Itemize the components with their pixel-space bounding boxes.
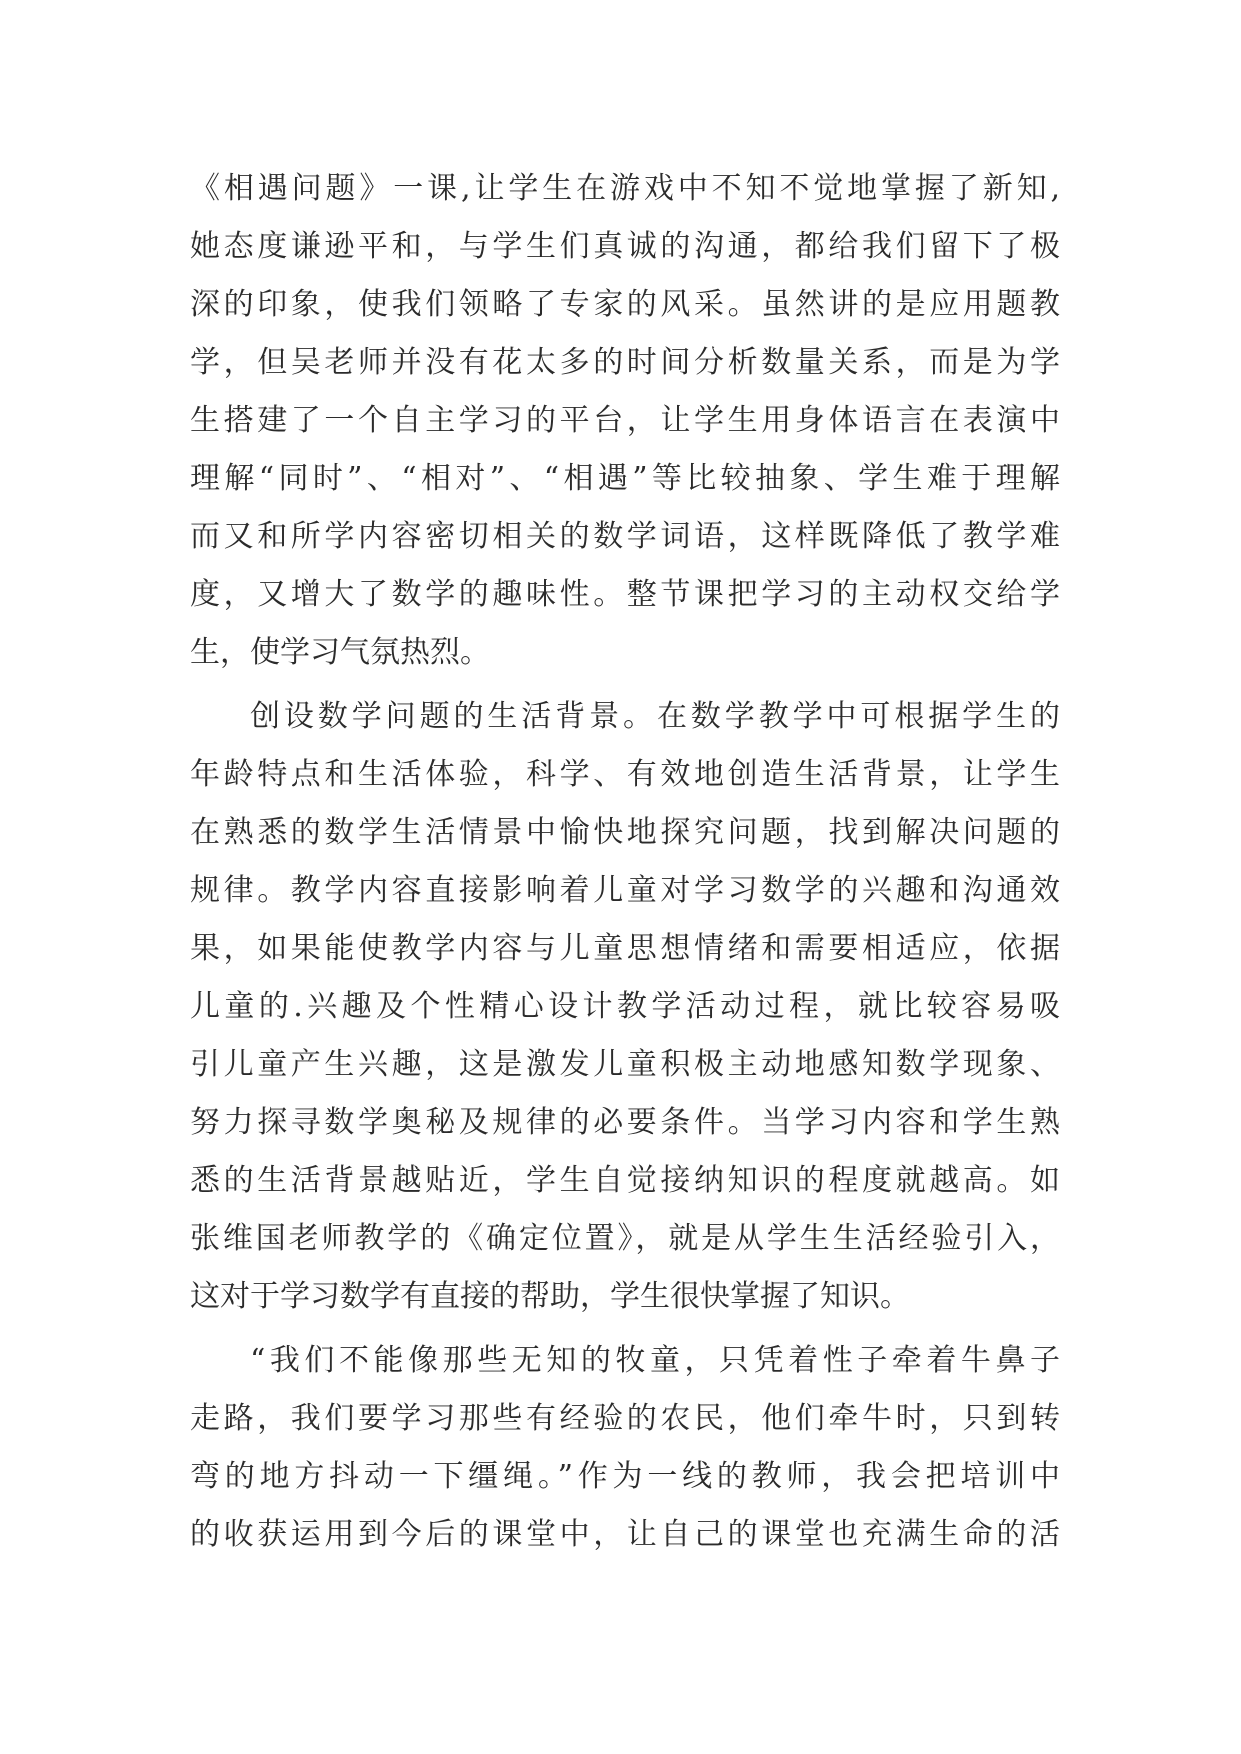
text-line: “我们不能像那些无知的牧童，只凭着性子牵着牛鼻子	[250, 1343, 1060, 1378]
text-line: 生，使学习气氛热烈。	[190, 635, 490, 670]
paragraph-3	[190, 1332, 1060, 1564]
text-line: 儿童的.兴趣及个性精心设计教学活动过程，就比较容易吸	[190, 989, 1060, 1024]
text-line: 她态度谦逊平和，与学生们真诚的沟通，都给我们留下了极	[190, 229, 1060, 264]
text-line: 弯的地方抖动一下缰绳。”作为一线的教师，我会把培训中	[190, 1459, 1060, 1494]
text-line: 引儿童产生兴趣，这是激发儿童积极主动地感知数学现象、	[190, 1047, 1060, 1082]
text-line: 年龄特点和生活体验，科学、有效地创造生活背景，让学生	[190, 757, 1060, 792]
text-line: 生搭建了一个自主学习的平台，让学生用身体语言在表演中	[190, 403, 1060, 438]
text-line: 悉的生活背景越贴近，学生自觉接纳知识的程度就越高。如	[190, 1163, 1060, 1198]
text-line: 努力探寻数学奥秘及规律的必要条件。当学习内容和学生熟	[190, 1105, 1060, 1140]
text-line: 走路，我们要学习那些有经验的农民，他们牵牛时，只到转	[190, 1401, 1060, 1436]
text-line: 《相遇问题》一课,让学生在游戏中不知不觉地掌握了新知,	[190, 171, 1060, 206]
paragraph-1	[190, 160, 1060, 682]
text-line: 这对于学习数学有直接的帮助，学生很快掌握了知识。	[190, 1279, 910, 1314]
body-text	[190, 160, 1060, 1564]
paragraph-2	[190, 688, 1060, 1326]
text-line: 深的印象，使我们领略了专家的风采。虽然讲的是应用题教	[190, 287, 1060, 322]
text-line: 理解“同时”、“相对”、“相遇”等比较抽象、学生难于理解	[190, 461, 1060, 496]
text-line: 而又和所学内容密切相关的数学词语，这样既降低了教学难	[190, 519, 1060, 554]
text-line: 在熟悉的数学生活情景中愉快地探究问题，找到解决问题的	[190, 815, 1060, 850]
text-line: 度，又增大了数学的趣味性。整节课把学习的主动权交给学	[190, 577, 1060, 612]
text-line: 果，如果能使教学内容与儿童思想情绪和需要相适应，依据	[190, 931, 1060, 966]
text-line: 张维国老师教学的《确定位置》，就是从学生生活经验引入，	[190, 1221, 1060, 1256]
text-line: 创设数学问题的生活背景。在数学教学中可根据学生的	[250, 699, 1060, 734]
text-line: 学，但吴老师并没有花太多的时间分析数量关系，而是为学	[190, 345, 1060, 380]
text-line: 的收获运用到今后的课堂中，让自己的课堂也充满生命的活	[190, 1517, 1060, 1552]
text-line: 规律。教学内容直接影响着儿童对学习数学的兴趣和沟通效	[190, 873, 1060, 908]
